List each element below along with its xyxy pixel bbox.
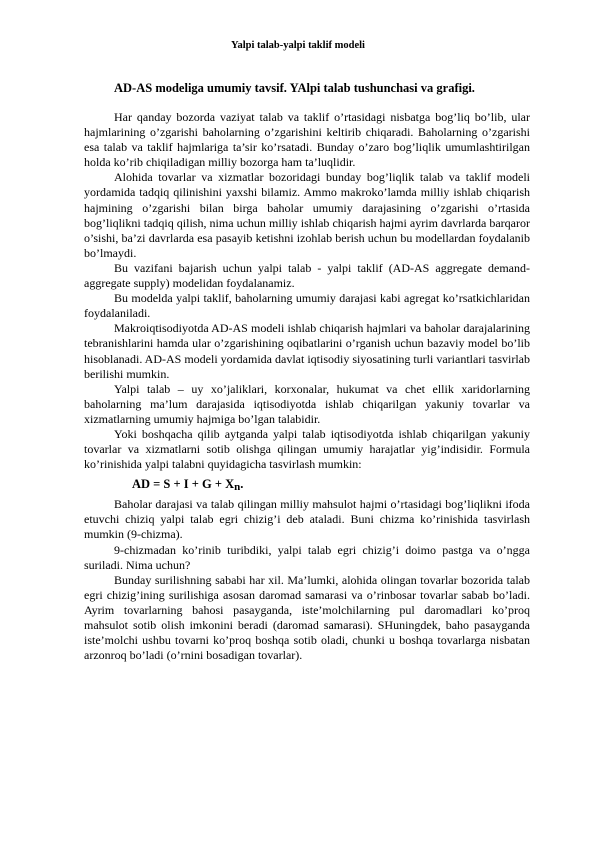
aggregate-demand-formula: [84, 472, 530, 497]
section-subtitle: AD-AS modeliga umumiy tavsif. YAlpi talab tushunchasi va grafigi.: [114, 81, 475, 95]
formula-subscript: n: [234, 481, 241, 494]
formula-suffix: .: [240, 477, 244, 492]
paragraph: Bu vazifani bajarish uchun yalpi talab - yalpi taklif (AD-AS aggregate demand- aggregate supply) modelidan foydalanamiz.: [84, 260, 530, 291]
paragraph: 9-chizmadan ko’rinib turibdiki, yalpi talab egri chizig’i doimo pastga va o’ngga suriladi. Nima uchun?: [84, 542, 530, 572]
paragraph: Yalpi talab – uy xo’jaliklari, korxonalar, hukumat va chet ellik xaridorlarning baholarning ma’lum darajasida iqtisodiyotda ishlab chiqarilgan yakuniy tovarlar va xizmatlarning umumiy hajmiga bo’lgan talabidir.: [84, 381, 530, 426]
paragraph: Makroiqtisodiyotda AD-AS modeli ishlab chiqarish hajmlari va baholar darajalarining tebranishlarini hamda ular o’zgarishining oqibatlarini o’rganish uchun bazaviy model bo’lib hisoblanadi. AD-AS modeli yordamida davlat iqtisodiy siyosatining turli variantlari tasvirlab berilishi mumkin.: [84, 321, 530, 381]
page-title: Yalpi talab-yalpi taklif modeli: [231, 40, 365, 51]
formula-main: AD = S + I + G + X: [132, 477, 235, 492]
paragraph: Bunday surilishning sababi har xil. Ma’lumki, alohida olingan tovarlar bozorida talab egri chizig’ining surilishiga asosan daromad samarasi va o’rinbosar tovarlar sabab bo’ladi. Ayrim tovarlarning bahosi pasayganda, iste’molchilarning pul daromadlari ko’proq mahsulot sotib olish imkonini beradi (daromad samarasi). SHuningdek, baho pasayganda iste’molchi ushbu tovarni ko’proq boshqa sotib oladi, chunki u boshqa tovarlarga nisbatan arzonroq bo’ladi (o’rnini bosadigan tovarlar).: [84, 572, 530, 663]
paragraph: Baholar darajasi va talab qilingan milliy mahsulot hajmi o’rtasidagi bog’liqlikni ifoda etuvchi chiziq yalpi talab egri chizig’i deb ataladi. Buni chizma ko’rinishida tasvirlash mumkin (9-chizma).: [84, 497, 530, 542]
document-body: [84, 110, 530, 663]
paragraph: Har qanday bozorda vaziyat talab va taklif o’rtasidagi nisbatga bog’liq bo’lib, ular hajmlarining o’zgarishi baholarning o’zgarishini keltirib chiqaradi. Baholarning o’zgarishi esa talab va taklif hajmlariga ta’sir ko’rsatadi. Bunday o’zaro bog’liqlik umumlashtirilgan holda ko’rib chiqiladigan milliy bozorga ham ta’luqlidir.: [84, 110, 530, 170]
paragraph: Yoki boshqacha qilib aytganda yalpi talab iqtisodiyotda ishlab chiqarilgan yakuniy tovarlar va xizmatlarni sotib olishga qilingan umumiy harajatlar yig’indisidir. Formula ko’rinishida yalpi talabni quyidagicha tasvirlash mumkin:: [84, 426, 530, 472]
paragraph: Bu modelda yalpi taklif, baholarning umumiy darajasi kabi agregat ko’rsatkichlaridan foydalaniladi.: [84, 291, 530, 321]
paragraph: Alohida tovarlar va xizmatlar bozoridagi bunday bog’liqlik talab va taklif modeli yordamida tadqiq qilinishini yaxshi bilamiz. Ammo makroko’lamda milliy ishlab chiqarish hajmining o’zgarishi bilan birga baholar umumiy darajasining o’zgarishi o’rtasida bog’liqlikni tadqiq qilish, nima uchun milliy ishlab chiqarish hajmi ayrim davrlarda barqaror o’sishi, ba’zi davrlarda esa pasayib ketishni izohlab berish uchun bu modellardan foydalanib bo’lmaydi.: [84, 170, 530, 260]
